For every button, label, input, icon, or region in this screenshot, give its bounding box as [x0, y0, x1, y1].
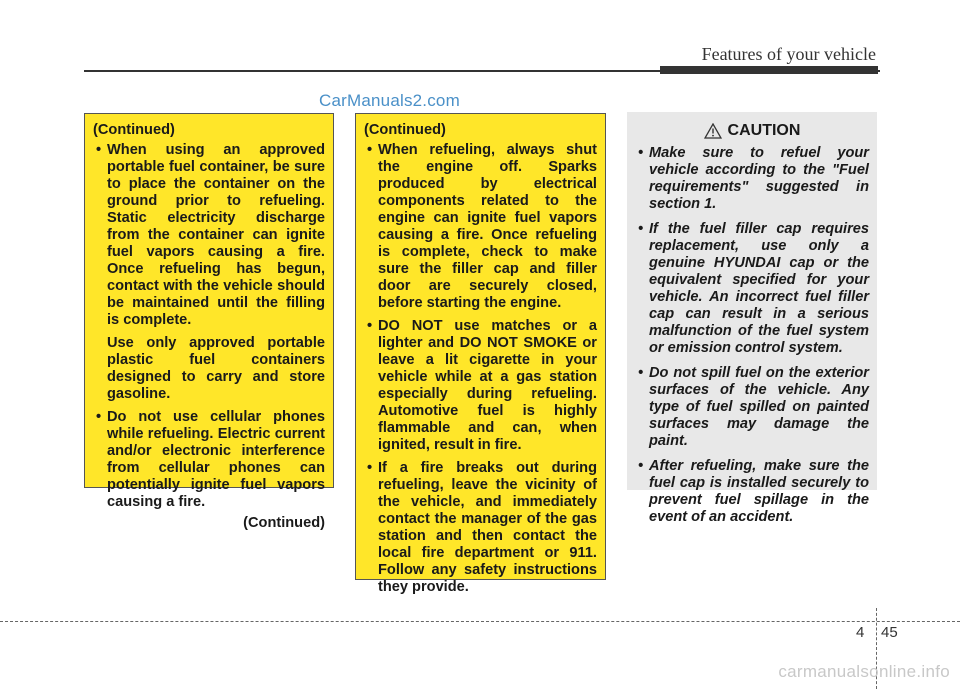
page-number: 45 — [881, 624, 898, 641]
bullet-list — [635, 145, 869, 526]
bullet-list — [93, 409, 325, 511]
caution-title: CAUTION — [727, 122, 801, 139]
list-item: • If a fire breaks out during refueling, leave the vicinity of the vehicle, and immediately contact the manager of the gas station and then contact the local fire department or 911. Follow any safety instructions they provide. — [364, 460, 597, 596]
list-item: • When refueling, always shut the engine off. Sparks produced by electrical components related to the engine can ignite fuel vapors causing a fire. Once refueling is complete, check to make sure the filler cap and filler door are securely closed, before starting the engine. — [364, 142, 597, 312]
continued-label: (Continued) — [93, 122, 175, 138]
list-item: • Make sure to refuel your vehicle according to the "Fuel requirements" suggested in section 1. — [635, 145, 869, 213]
list-item: • Do not spill fuel on the exterior surfaces of the vehicle. Any type of fuel spilled on painted surfaces may damage the paint. — [635, 365, 869, 450]
paragraph: Use only approved portable plastic fuel containers designed to carry and store gasoline. — [107, 335, 325, 402]
chapter-number: 4 — [856, 624, 865, 641]
warning-box-middle — [355, 113, 606, 595]
warning-box-left — [84, 113, 334, 531]
caution-box — [627, 112, 877, 525]
watermark-bottom: carmanualsonline.info — [778, 662, 950, 681]
footer-rule — [0, 621, 960, 622]
warning-triangle-icon — [704, 123, 722, 139]
bullet-list — [364, 142, 597, 596]
list-item: • After refueling, make sure the fuel cap is installed securely to prevent fuel spillage in the event of an accident. — [635, 458, 869, 526]
list-item: • When using an approved portable fuel container, be sure to place the container on the ground prior to refueling. Static electricity discharge from the container can ignite fuel vapors causing a fire. Once refueling has begun, contact with the vehicle should be maintained until the filling is complete. — [93, 142, 325, 329]
continued-label: (Continued) — [243, 515, 325, 531]
list-item: • DO NOT use matches or a lighter and DO NOT SMOKE or leave a lit cigarette in your vehicle while at a gas station especially during refueling. Automotive fuel is highly flammable and can, when ignited, result in fire. — [364, 318, 597, 454]
page-header-title: Features of your vehicle — [701, 44, 876, 64]
caution-header — [635, 122, 869, 139]
bullet-list — [93, 142, 325, 329]
list-item: • If the fuel filler cap requires replacement, use only a genuine HYUNDAI cap or the equivalent specified for your vehicle. An incorrect fuel filler cap can result in a serious malfunction of the fuel system or emission control system. — [635, 221, 869, 357]
watermark-top: CarManuals2.com — [319, 91, 460, 110]
list-item: • Do not use cellular phones while refueling. Electric current and/or electronic interference from cellular phones can potentially ignite fuel vapors causing a fire. — [93, 409, 325, 511]
continued-label: (Continued) — [364, 122, 446, 138]
header-tab-bar — [660, 66, 878, 74]
